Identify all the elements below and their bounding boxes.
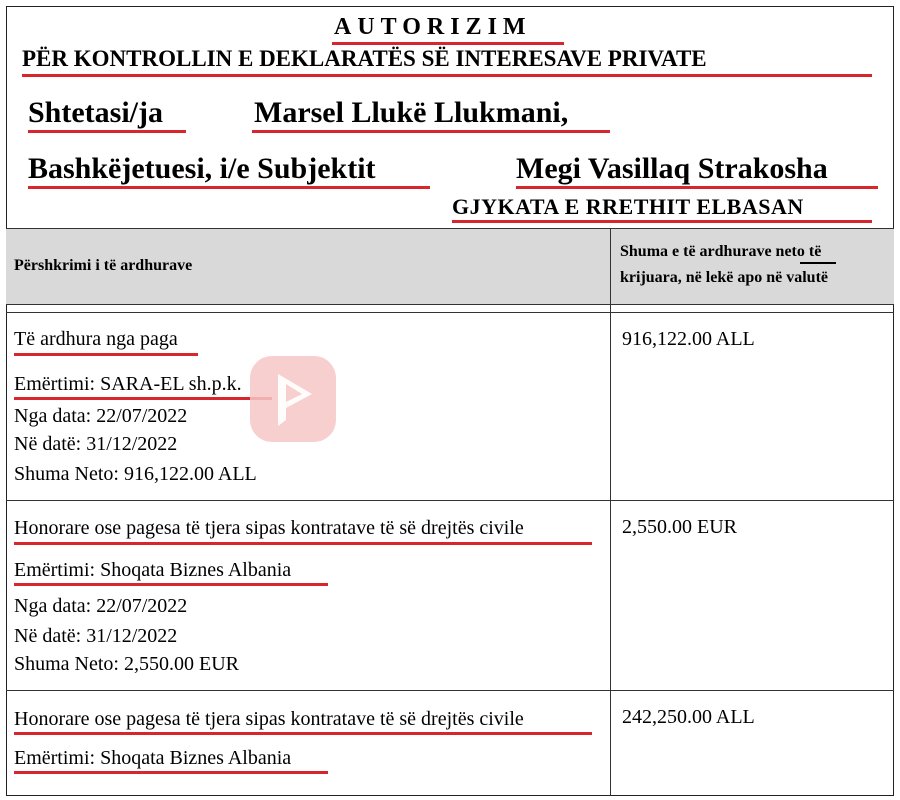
header-amount-line-1: Shuma e të ardhurave neto të (620, 243, 822, 260)
row-2-amount: 2,550.00 EUR (622, 516, 737, 538)
row-1-from: Nga data: 22/07/2022 (14, 405, 188, 427)
row-1-type-underline (14, 353, 198, 356)
court-underline (452, 220, 872, 223)
row-3-name-underline (14, 771, 328, 774)
header-bottom-border (6, 304, 894, 305)
row-3-amount: 242,250.00 ALL (622, 706, 755, 728)
citizen-label-underline (28, 130, 186, 133)
row-2-name-underline (14, 583, 328, 586)
row-2-net: Shuma Neto: 2,550.00 EUR (14, 653, 239, 675)
row-1-type: Të ardhura nga paga (14, 328, 178, 350)
citizen-name: Marsel Llukë Llukmani, (254, 96, 569, 129)
header-amount-line-2: krijuara, në lekë apo në valutë (620, 269, 828, 286)
title-underline (332, 42, 564, 45)
citizen-name-underline (252, 130, 610, 133)
cohabitant-label-underline (28, 186, 430, 189)
play-logo-shape (264, 368, 322, 430)
row-2-type-underline (14, 542, 592, 545)
row-2-name: Emërtimi: Shoqata Biznes Albania (14, 559, 292, 581)
cohabitant-name-underline (516, 186, 878, 189)
row-1-name: Emërtimi: SARA-EL sh.p.k. (14, 373, 242, 395)
row-1-name-underline (14, 397, 272, 400)
row-3-type: Honorare ose pagesa të tjera sipas kontratave të së drejtës civile (14, 708, 524, 730)
row-3-name: Emërtimi: Shoqata Biznes Albania (14, 747, 292, 769)
court-name: GJYKATA E RRETHIT ELBASAN (452, 194, 804, 219)
header-gap-border (6, 312, 894, 313)
row-1-bottom-border (6, 500, 894, 501)
cohabitant-label: Bashkëjetuesi, i/e Subjektit (28, 152, 376, 185)
row-2-type: Honorare ose pagesa të tjera sipas kontratave të së drejtës civile (14, 517, 524, 539)
row-1-net: Shuma Neto: 916,122.00 ALL (14, 463, 257, 485)
cohabitant-name: Megi Vasillaq Strakosha (516, 152, 828, 185)
table-top-border (6, 228, 894, 229)
row-2-bottom-border (6, 690, 894, 691)
subtitle-underline (22, 74, 872, 77)
play-logo-icon (250, 356, 336, 442)
row-1-amount: 916,122.00 ALL (622, 328, 755, 350)
neto-underline (800, 262, 836, 264)
document-subtitle: PËR KONTROLLIN E DEKLARATËS SË INTERESAVE PRIVATE (22, 46, 707, 71)
row-2-from: Nga data: 22/07/2022 (14, 595, 188, 617)
document-title: AUTORIZIM (334, 14, 532, 40)
row-3-type-underline (14, 732, 592, 735)
row-1-to: Në datë: 31/12/2022 (14, 433, 178, 455)
header-description: Përshkrimi i të ardhurave (14, 257, 193, 274)
citizen-label: Shtetasi/ja (28, 96, 163, 129)
row-2-to: Në datë: 31/12/2022 (14, 625, 178, 647)
column-divider (610, 228, 611, 796)
